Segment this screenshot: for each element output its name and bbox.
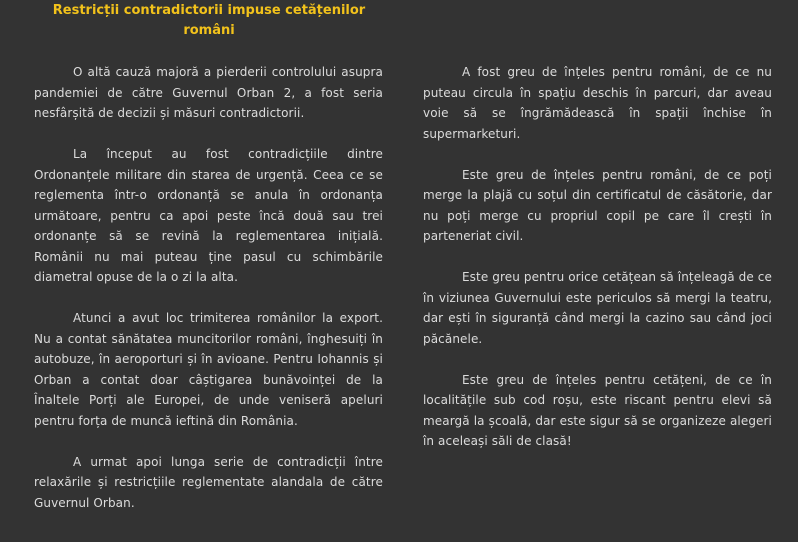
paragraph: O altă cauză majoră a pierderii controlului asupra pandemiei de către Guvernul Orban 2, a fost seria nesfârșită de decizii și măsuri contradictorii. xyxy=(34,65,383,120)
paragraph: Este greu pentru orice cetățean să înțeleagă de ce în viziunea Guvernului este periculos să mergi la teatru, dar ești în siguranță când mergi la cazino sau când joci păcănele. xyxy=(423,270,772,346)
section-title: Restricții contradictorii impuse cetățenilor români xyxy=(52,3,366,38)
paragraph: A urmat apoi lunga serie de contradicții între relaxările și restricțiile reglementate alandala de către Guvernul Orban. xyxy=(34,454,383,510)
paragraph: Este greu de înțeles pentru cetățeni, de ce în localitățile sub cod roșu, este riscant pentru elevi să meargă la școală, dar este sigur să se organizeze alegeri în aceleași săli de clasă! xyxy=(423,372,772,448)
paragraph: A fost greu de înțeles pentru români, de ce nu puteau circula în spațiu deschis în parcuri, dar aveau voie să se îngrămădească în spații închise în supermarketuri. xyxy=(423,65,772,141)
paragraph: Este greu de înțeles pentru români, de ce poți merge la plajă cu soțul din certificatul de căsătorie, dar nu poți merge cu propriul copil pe care îl crești în parteneriat civil. xyxy=(423,167,772,243)
right-column xyxy=(423,62,772,472)
paragraph: La început au fost contradicțiile dintre Ordonanțele militare din starea de urgență. Ceea ce se reglementa într-o ordonanță se anula în ordonanța următoare, pentru ca apoi peste încă două sau trei ordonanțe să se revină la reglementarea inițială. Românii nu mai puteau ține pasul cu schimbările diametral opuse de la o zi la alta. xyxy=(34,147,383,284)
left-column xyxy=(34,62,383,534)
paragraph: Atunci a avut loc trimiterea românilor la export. Nu a contat sănătatea muncitorilor români, înghesuiți în autobuze, în aeroporturi și în avioane. Pentru Iohannis și Orban a contat doar câștigarea bunăvoinței de la Înaltele Porți ale Europei, de unde veniseră apeluri pentru forța de muncă ieftină din România. xyxy=(34,311,383,428)
